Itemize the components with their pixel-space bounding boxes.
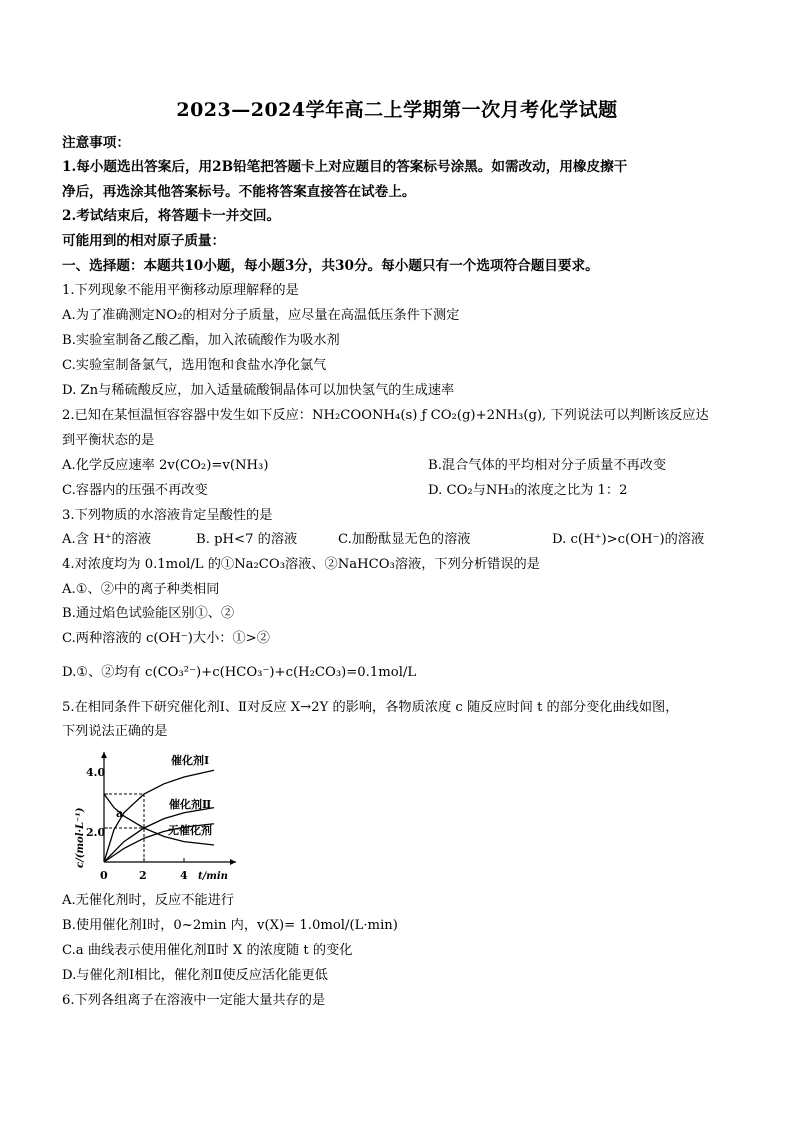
q2-option-c: C.容器内的压强不再改变 xyxy=(62,483,208,498)
y-tick-label: 4.0 xyxy=(86,766,106,779)
page-title: 2023—2024学年高二上学期第一次月考化学试题 xyxy=(176,99,618,121)
q2-option-a: A.化学反应速率 2v(CO₂)=v(NH₃) xyxy=(62,458,269,473)
q3-option-a: A.含 H⁺的溶液 xyxy=(62,532,152,547)
q3-option-b: B. pH<7 的溶液 xyxy=(196,532,298,547)
q1-stem: 1.下列现象不能用平衡移动原理解释的是 xyxy=(62,283,299,298)
x-tick-label: 4 xyxy=(180,869,188,882)
y-tick-label: 2.0 xyxy=(86,826,106,839)
q2-stem-2: 到平衡状态的是 xyxy=(62,433,155,448)
q4-option-d: D.①、②均有 c(CO₃²⁻)+c(HCO₃⁻)+c(H₂CO₃)=0.1mol/L xyxy=(62,665,417,680)
atomic-mass-note: 可能用到的相对原子质量： xyxy=(62,233,226,249)
q1-option-c: C.实验室制备氯气，选用饱和食盐水净化氯气 xyxy=(62,358,327,373)
q5-stem-2: 下列说法正确的是 xyxy=(62,724,168,739)
x-axis-label: t/min xyxy=(198,871,228,882)
q5-option-b: B.使用催化剂Ⅰ时，0~2min 内，v(X)= 1.0mol/(L·min) xyxy=(62,918,398,933)
q5-option-d: D.与催化剂Ⅰ相比，催化剂Ⅱ使反应活化能更低 xyxy=(62,968,328,983)
q5-option-c: C.a 曲线表示使用催化剂Ⅱ时 X 的浓度随 t 的变化 xyxy=(62,943,353,958)
q2-stem-1: 2.已知在某恒温恒容容器中发生如下反应：NH₂COONH₄(s) ƒ CO₂(g)+2NH₃(g), 下列说法可以判断该反应达 xyxy=(62,408,709,423)
note-2: 2.考试结束后，将答题卡一并交回。 xyxy=(62,208,281,224)
q1-option-a: A.为了准确测定NO₂的相对分子质量，应尽量在高温低压条件下测定 xyxy=(62,308,460,323)
q1-option-b: B.实验室制备乙酸乙酯，加入浓硫酸作为吸水剂 xyxy=(62,333,340,348)
q3-option-c: C.加酚酞显无色的溶液 xyxy=(338,532,471,547)
y-axis-arrow xyxy=(101,752,107,758)
q4-option-c: C.两种溶液的 c(OH⁻)大小：①>② xyxy=(62,631,270,646)
section-heading: 一、选择题：本题共10小题，每小题3分，共30分。每小题只有一个选项符合题目要求。 xyxy=(62,258,599,274)
note-1b: 净后，再选涂其他答案标号。不能将答案直接答在试卷上。 xyxy=(62,184,416,200)
q4-option-b: B.通过焰色试验能区别①、② xyxy=(62,606,235,621)
series-label-no-catalyst: 无催化剂 xyxy=(168,824,212,837)
q2-option-b: B.混合气体的平均相对分子质量不再改变 xyxy=(428,458,667,473)
x-axis-arrow xyxy=(230,859,236,865)
notes-heading: 注意事项： xyxy=(62,135,130,151)
note-1a: 1.每小题选出答案后，用2B铅笔把答题卡上对应题目的答案标号涂黑。如需改动，用橡皮擦干 xyxy=(62,159,628,175)
x-tick-label: 0 xyxy=(100,869,108,882)
q6-stem: 6.下列各组离子在溶液中一定能大量共存的是 xyxy=(62,993,326,1008)
y-axis-label: c/(mol·L⁻¹) xyxy=(75,807,86,868)
q4-stem: 4.对浓度均为 0.1mol/L 的①Na₂CO₃溶液、②NaHCO₃溶液，下列分析错误的是 xyxy=(62,557,540,572)
q5-option-a: A.无催化剂时，反应不能进行 xyxy=(62,893,234,908)
q3-stem: 3.下列物质的水溶液肯定呈酸性的是 xyxy=(62,508,273,523)
q5-stem-1: 5.在相同条件下研究催化剂Ⅰ、Ⅱ对反应 X→2Y 的影响，各物质浓度 c 随反应时间 t 的部分变化曲线如图， xyxy=(62,700,679,715)
series-label-catalyst-2: 催化剂Ⅱ xyxy=(169,798,212,811)
q1-option-d: D. Zn与稀硫酸反应，加入适量硫酸铜晶体可以加快氢气的生成速率 xyxy=(62,383,455,398)
concentration-chart xyxy=(72,750,242,885)
q2-option-d: D. CO₂与NH₃的浓度之比为 1：2 xyxy=(428,483,628,498)
series-label-a: a xyxy=(116,807,124,820)
q4-option-a: A.①、②中的离子种类相同 xyxy=(62,582,220,597)
x-tick-label: 2 xyxy=(139,869,147,882)
series-label-catalyst-1: 催化剂Ⅰ xyxy=(171,754,210,767)
q3-option-d: D. c(H⁺)>c(OH⁻)的溶液 xyxy=(552,532,705,547)
